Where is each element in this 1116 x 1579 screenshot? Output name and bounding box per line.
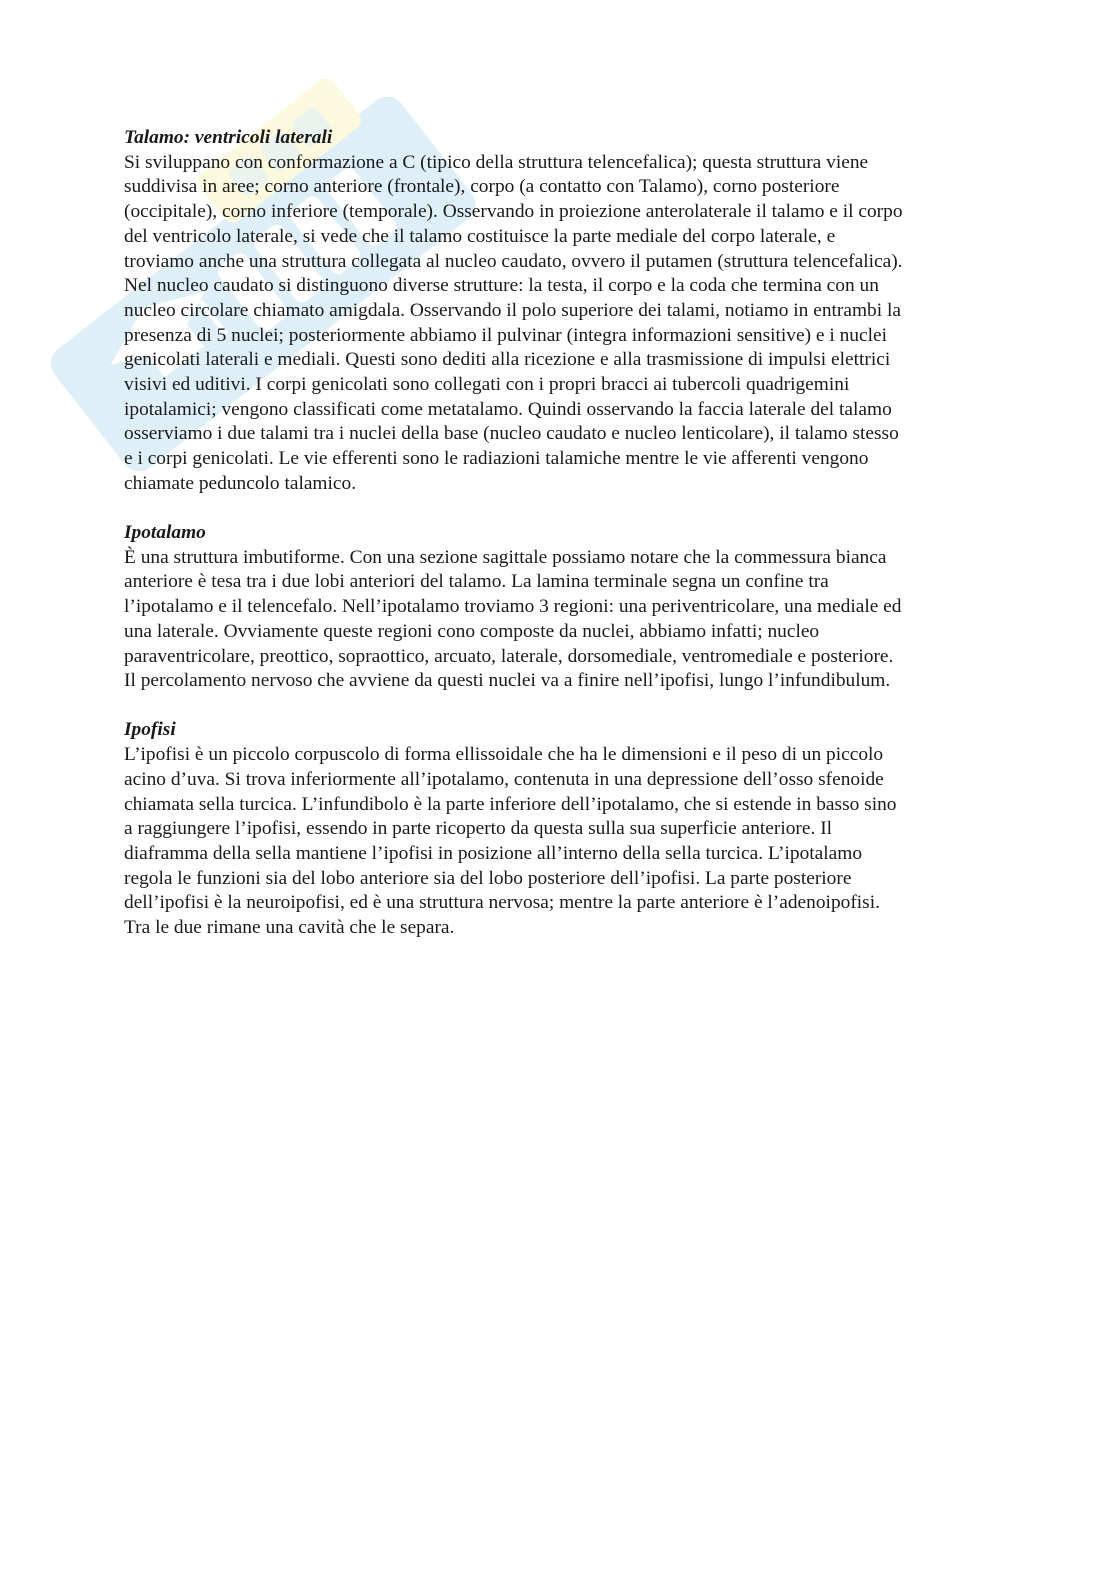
section-body-talamo: Si sviluppano con conformazione a C (tipico della struttura telencefalica); questa struttura viene suddivisa in aree; corno anteriore (frontale), corpo (a contatto con Talamo), corno posteriore (occipitale), corno inferiore (temporale). Osservando in proiezione anterolaterale il talamo e il corpo del ventricolo laterale, si vede che il talamo costituisce la parte mediale del corpo laterale, e troviamo anche una struttura collegata al nucleo caudato, ovvero il putamen (struttura telencefalica). Nel nucleo caudato si distinguono diverse strutture: la testa, il corpo e la coda che termina con un nucleo circolare chiamato amigdala. Osservando il polo superiore dei talami, notiamo in entrambi la presenza di 5 nuclei; posteriormente abbiamo il pulvinar (integra informazioni sensitive) e i nuclei genicolati laterali e mediali. Questi sono dediti alla ricezione e alla trasmissione di impulsi elettrici visivi ed uditivi. I corpi genicolati sono collegati con i propri bracci ai tubercoli quadrigemini ipotalamici; vengono classificati come metatalamo. Quindi osservando la faccia laterale del talamo osserviamo i due talami tra i nuclei della base (nucleo caudato e nucleo lenticolare), il talamo stesso e i corpi genicolati. Le vie efferenti sono le radiazioni talamiche mentre le vie afferenti vengono chiamate peduncolo talamico. xyxy=(124,151,903,494)
section-title-ipofisi: Ipofisi xyxy=(124,719,176,741)
section-title-ipotalamo: Ipotalamo xyxy=(124,522,206,544)
section-title-talamo: Talamo: ventricoli laterali xyxy=(124,127,333,148)
section-ipotalamo xyxy=(124,521,994,694)
section-ipofisi xyxy=(124,718,994,940)
section-body-ipotalamo: È una struttura imbutiforme. Con una sezione sagittale possiamo notare che la commessura bianca anteriore è tesa tra i due lobi anteriori del talamo. La lamina terminale segna un confine tra l’ipotalamo e il telencefalo. Nell’ipotalamo troviamo 3 regioni: una periventricolare, una mediale ed una laterale. Ovviamente queste regioni cono composte da nuclei, abbiamo infatti; nucleo paraventricolare, preottico, sopraottico, arcuato, laterale, dorsomediale, ventromediale e posteriore. Il percolamento nervoso che avviene da questi nuclei va a finire nell’ipofisi, lungo l’infundibulum. xyxy=(124,546,902,692)
section-talamo xyxy=(124,126,994,497)
document-content xyxy=(124,126,994,965)
section-body-ipofisi: L’ipofisi è un piccolo corpuscolo di forma ellissoidale che ha le dimensioni e il peso di un piccolo acino d’uva. Si trova inferiormente all’ipotalamo, contenuta in una depressione dell’osso sfenoide chiamata sella turcica. L’infundibolo è la parte inferiore dell’ipotalamo, che si estende in basso sino a raggiungere l’ipofisi, essendo in parte ricoperto da questa sulla sua superficie anteriore. Il diaframma della sella mantiene l’ipofisi in posizione all’interno della sella turcica. L’ipotalamo regola le funzioni sia del lobo anteriore sia del lobo posteriore dell’ipofisi. La parte posteriore dell’ipofisi è la neuroipofisi, ed è una struttura nervosa; mentre la parte anteriore è l’adenoipofisi. Tra le due rimane una cavità che le separa. xyxy=(124,744,897,939)
